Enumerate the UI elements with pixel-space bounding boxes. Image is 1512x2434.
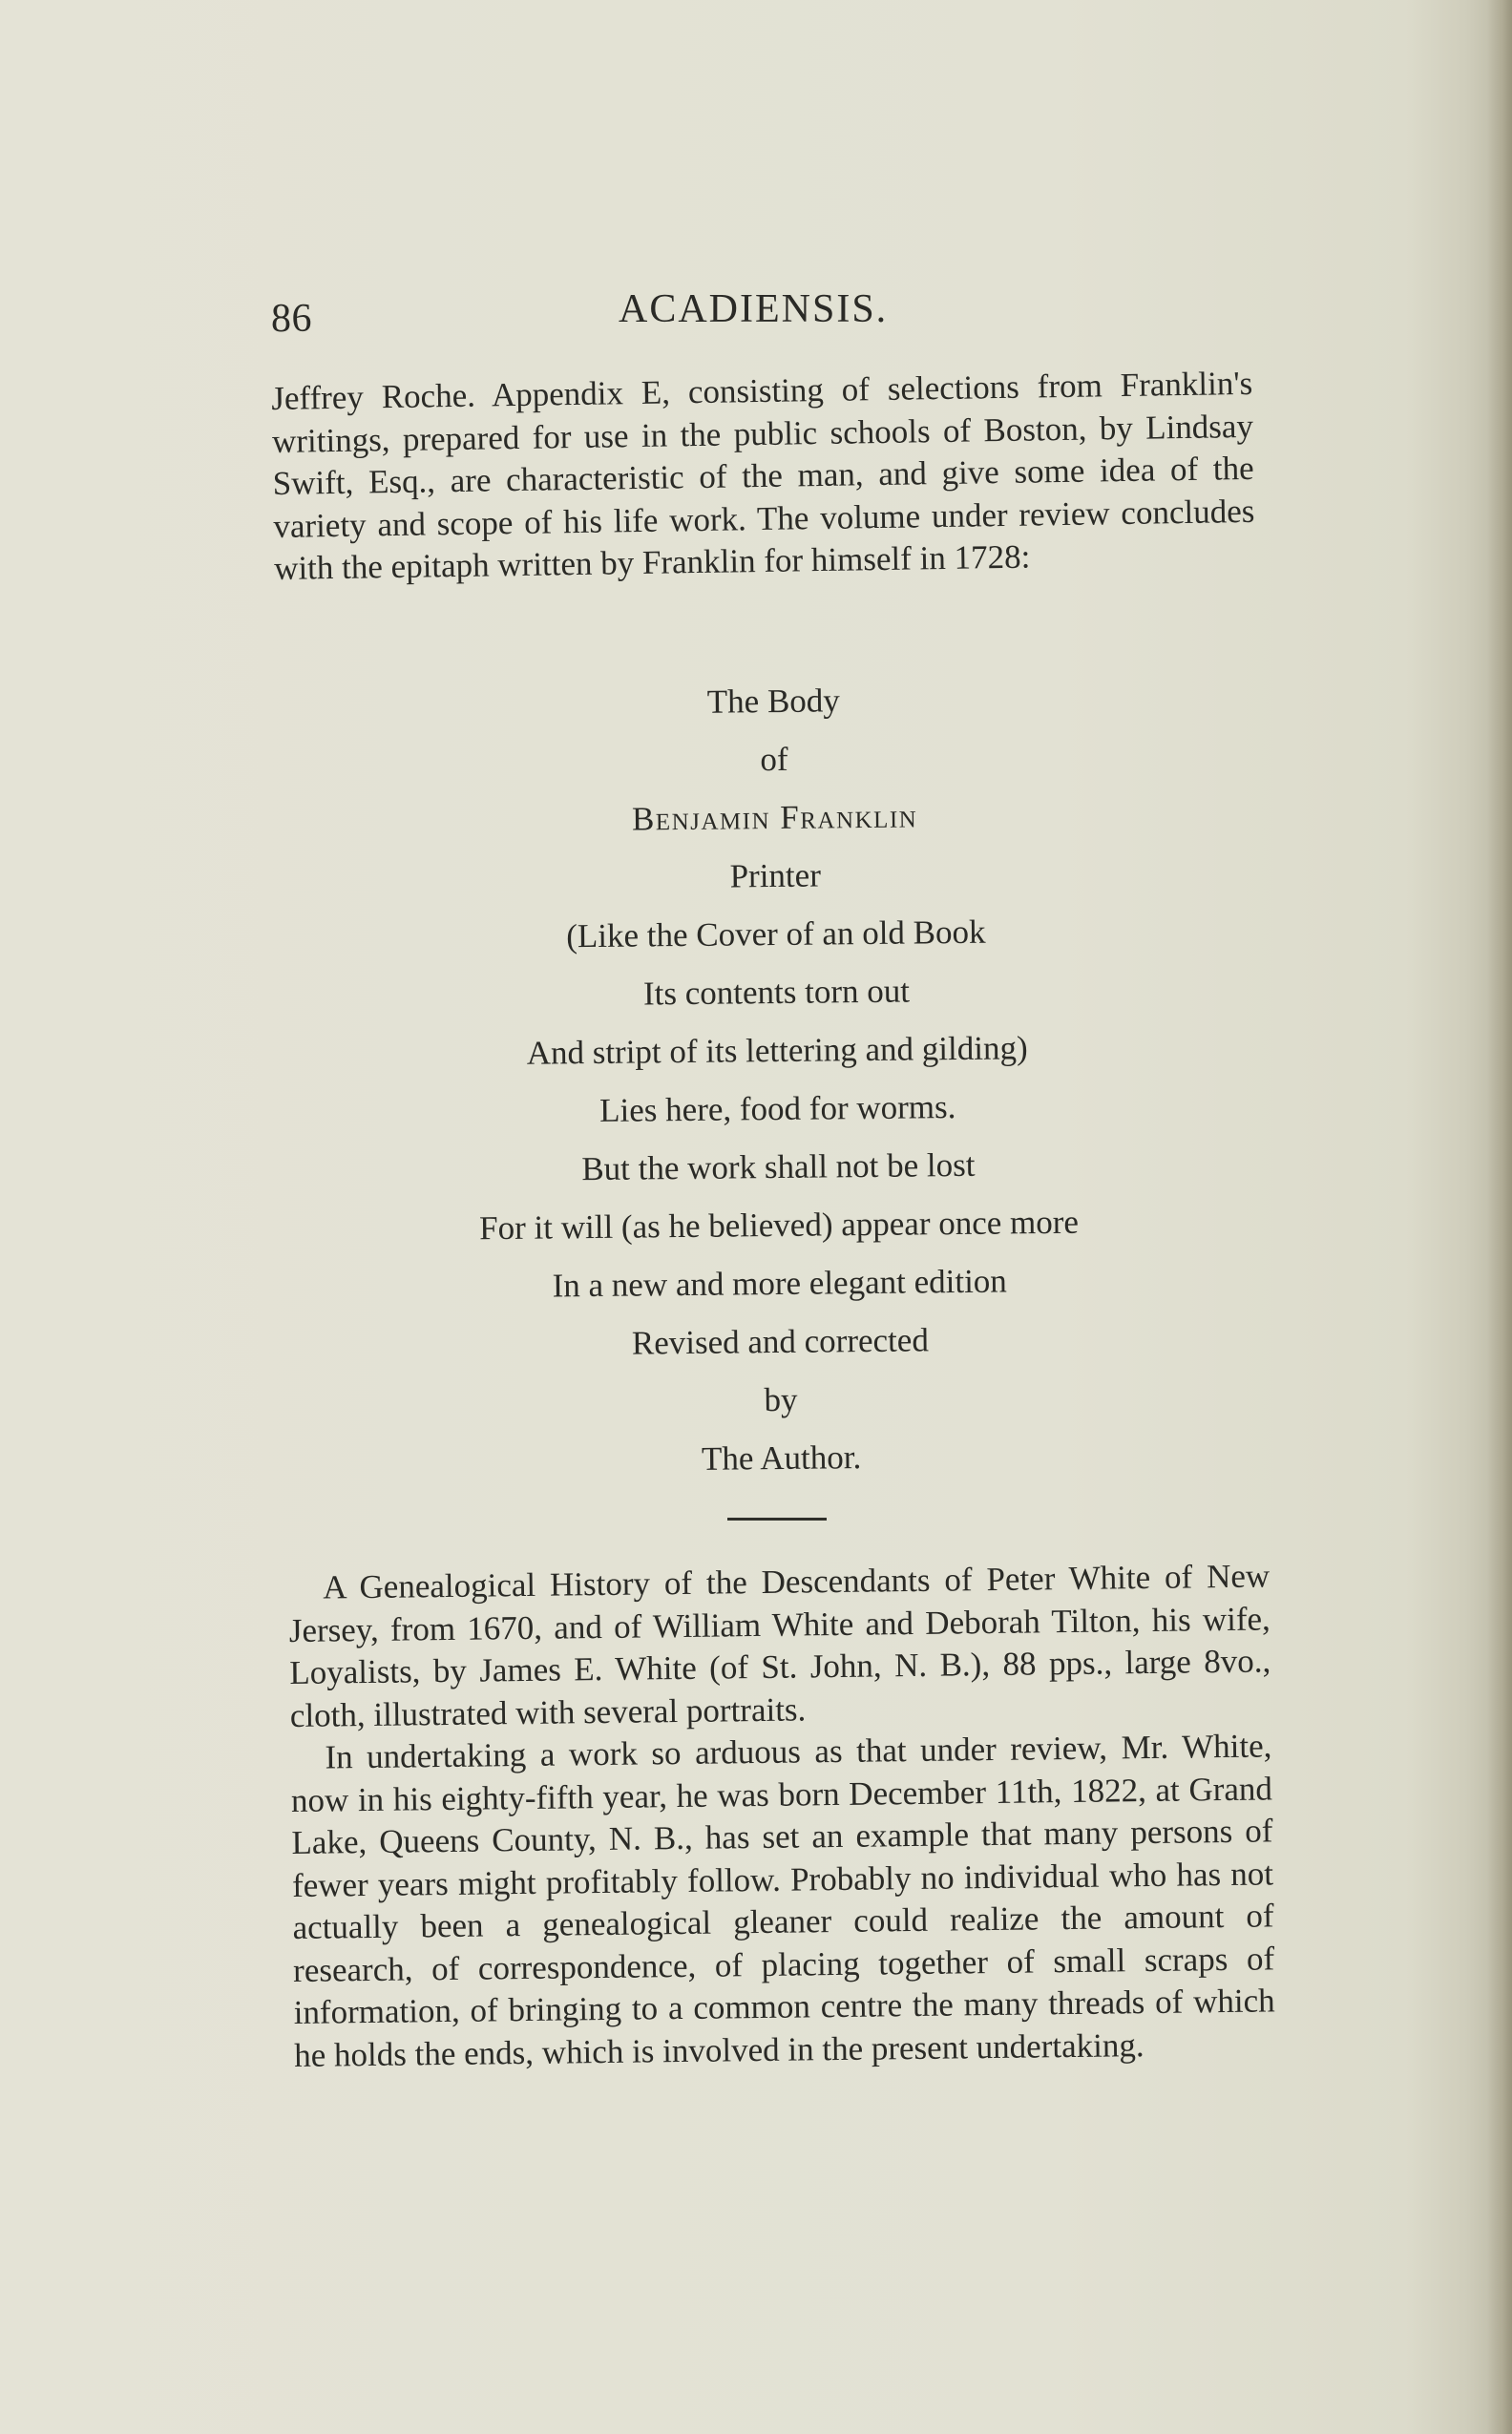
- epitaph-line: (Like the Cover of an old Book: [565, 913, 986, 955]
- epitaph-line: In a new and more elegant edition: [552, 1262, 1008, 1305]
- epitaph-line: by: [764, 1380, 798, 1419]
- epitaph-line: Revised and corrected: [631, 1321, 930, 1362]
- page-number: 86: [271, 297, 312, 341]
- epitaph-line: But the work shall not be lost: [581, 1145, 976, 1188]
- intro-paragraph: [271, 363, 1255, 591]
- page-edge-shadow: [1487, 0, 1512, 2434]
- review-body: In undertaking a work so arduous as that under review, Mr. White, now in his eighty-fifth year, he was born December 11th, 1822, at Grand Lake, Queens County, N. B., has set an example that many persons of fewer years might profitably follow. Probably no individual who has not actually been a genealogical gleaner could realize the amount of research, of correspondence, of placing together of small scraps of information, of bringing to a common centre the many threads of which he holds the ends, which is involved in the present undertaking.: [290, 1727, 1275, 2074]
- running-head: [271, 286, 1254, 344]
- journal-title: ACADIENSIS.: [619, 287, 889, 331]
- section-divider: [727, 1518, 827, 1521]
- epitaph: [401, 668, 1154, 1491]
- intro-text: Jeffrey Roche. Appendix E, consisting of selections from Franklin's writings, prepared for use in the public schools of Boston, by Lindsay Swift, Esq., are characteristic of the man, and give some idea of the variety and scope of his life work. The volume under review concludes with the epitaph written by Franklin for himself in 1728:: [271, 364, 1255, 587]
- epitaph-line: And stript of its lettering and gilding): [526, 1029, 1028, 1072]
- epitaph-line: The Body: [706, 682, 841, 721]
- epitaph-line-name: Benjamin Franklin: [631, 797, 918, 838]
- review-citation: A Genealogical History of the Descendants of Peter White of New Jersey, from 1670, and of William White and Deborah Tilton, his wife, Loyalists, by James E. White (of St. John, N. B.), 88 pps., large 8vo., cloth, illustrated with several portraits.: [288, 1557, 1271, 1734]
- epitaph-line: of: [760, 740, 788, 779]
- epitaph-line: Its contents torn out: [642, 972, 911, 1013]
- epitaph-line: For it will (as he believed) appear once more: [478, 1203, 1080, 1248]
- epitaph-line: Lies here, food for worms.: [598, 1088, 956, 1129]
- epitaph-line: The Author.: [701, 1438, 862, 1478]
- epitaph-line: Printer: [729, 856, 822, 895]
- book-review: [288, 1555, 1275, 2077]
